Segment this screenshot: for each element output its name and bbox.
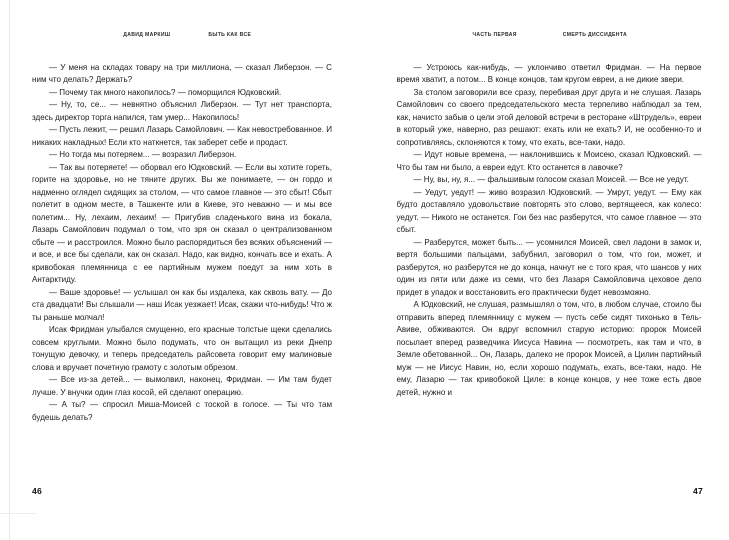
paragraph: — Ваше здоровье! — услышал он как бы издалека, как сквозь вату. — До ста двадцати! Вы слышали — наш Исак уезжает! Исак, скажи что-нибудь! Что ж ты раньше молчал! xyxy=(32,287,332,322)
paragraph: А Юдковский, не слушая, размышлял о том, что, в любом случае, стоило бы отправить вперед племянницу с мужем — пусть себе сидят тихонько в Тель-Авиве, обживаются. Он вдруг вспомнил старую историю: пророк Моисей посылает вперед разведчика Иисуса Навина — посмотреть, как там и что, в Земле обетованной... Он, Лазарь, далеко не пророк Моисей, а Цилин партийный муж — не Иисус Навин, но, если хорошо подумать, ехать, все-таки, надо. Не ему, Лазарю — так кривобокой Циле: в конце концов, у нее тоже есть двое детей, нужно и xyxy=(396,300,702,397)
paragraph: — Но тогда мы потеряем... — возразил Либерзон. xyxy=(49,150,237,160)
paragraph: — Почему так много накопилось? — поморщился Юдковский. xyxy=(49,87,282,97)
running-head-title: БЫТЬ КАК ВСЕ xyxy=(208,32,252,38)
running-head-left xyxy=(0,32,365,38)
body-text-left xyxy=(32,62,332,424)
running-head-author: ДАВИД МАРКИШ xyxy=(123,32,171,38)
paragraph: Исак Фридман улыбался смущенно, его красные толстые щеки сделались совсем круглыми. Можно было подумать, что он вытащил из реки Днепр тонущую девочку, и теперь председатель райсовета говорит ему малиновые слова и вручает почетную грамоту с золотым обрезом. xyxy=(32,325,332,372)
paragraph: — Устроюсь как-нибудь, — уклончиво ответил Фридман. — На первое время хватит, а потом... В конце концов, там кругом евреи, а не дикие звери. xyxy=(396,63,702,85)
paragraph: — Так вы потеряете! — оборвал его Юдковский. — Если вы хотите гореть, горите на здоровье, но не тяните других. Вы же понимаете, — он гордо и надменно оглядел сидящих за столом, — что самое главное — это сбыт! Сбыт полетит в одном месте, в Ташкенте или в Киеве, это неважно — и мы все полетим... Ну, лехаим, лехаим! — Пригубив сладенького вина из бокала, Лазарь Самойлович подумал о том, что зря он сказал о централизованном сбыте — и расстроился. Можно было распорядиться без всяких объяснений — и все, и все бы сделали, как он сказал. Надо, как видно, кончать все и ехать. А кривобокая племянница с ее партийным мужем поедут за ним хоть в Антарктиду. xyxy=(32,162,332,285)
running-head-chapter: СМЕРТЬ ДИССИДЕНТА xyxy=(562,32,627,38)
paragraph: — А ты? — спросил Миша-Моисей с тоской в голосе. — Ты что там будешь делать? xyxy=(32,400,332,422)
running-head-right xyxy=(365,32,729,38)
paragraph: — Ну, то, се... — невнятно объяснил Либерзон. — Тут нет транспорта, здесь директор торга напился, там умер... Накопилось! xyxy=(32,100,332,122)
paragraph: — Ну, вы, ну, я... — фальшивым голосом сказал Моисей. — Все не уедут. xyxy=(413,175,689,185)
page-right xyxy=(365,0,729,540)
paragraph: — Пусть лежит, — решил Лазарь Самойлович. — Как невостребованное. И никаких накладных! Если кто наткнется, так заберет себе и продаст. xyxy=(32,125,332,147)
body-text-right xyxy=(397,62,702,399)
running-head-part: ЧАСТЬ ПЕРВАЯ xyxy=(472,32,517,38)
page-number-right: 47 xyxy=(693,486,703,496)
paragraph: — Все из-за детей... — вымолвил, наконец, Фридман. — Им там будет лучше. У внучки один глаз косой, ей сделают операцию. xyxy=(32,375,332,397)
paragraph: — Уедут, уедут! — живо возразил Юдковский. — Умрут, уедут. — Ему как будто доставляло удовольствие повторять это слово, вертящееся, как колесо: уедут. — Никого не останется. Гои без нас разберутся, что самое главное — это сбыт. xyxy=(396,187,702,235)
paragraph: — Разберутся, может быть... — усомнился Моисей, свел ладони в замок и, вертя большими пальцами, забубнил, заговорил о том, что гои, может, и разберутся, но разберутся не до конца, начнут не с того края, что шансов у них один из пяти или даже из семи, что без Лазаря Самойловича цеховое дело придет в упадок и восстановить его практически будет невозможно. xyxy=(396,237,702,297)
paragraph: — Идут новые времена, — наклонившись к Моисею, сказал Юдковский. — Что бы там ни было, а евреи едут. Кто останется в лавочке? xyxy=(396,150,702,172)
page-number-left: 46 xyxy=(32,486,42,496)
paragraph: — У меня на складах товару на три миллиона, — сказал Либерзон. — С ним что делать? Держать? xyxy=(32,63,332,85)
paragraph: За столом заговорили все сразу, перебивая друг друга и не слушая. Лазарь Самойлович со своего председательского места терпеливо наблюдал за тем, как, начисто забыв о цели этой деловой встречи в ресторане «Штрудель», евреи в который уже, наверно, раз решают: ехать или не ехать? И, не особенно-то и сопротивляясь, склоняются к тому, что ехать, все-таки, надо. xyxy=(396,87,702,147)
